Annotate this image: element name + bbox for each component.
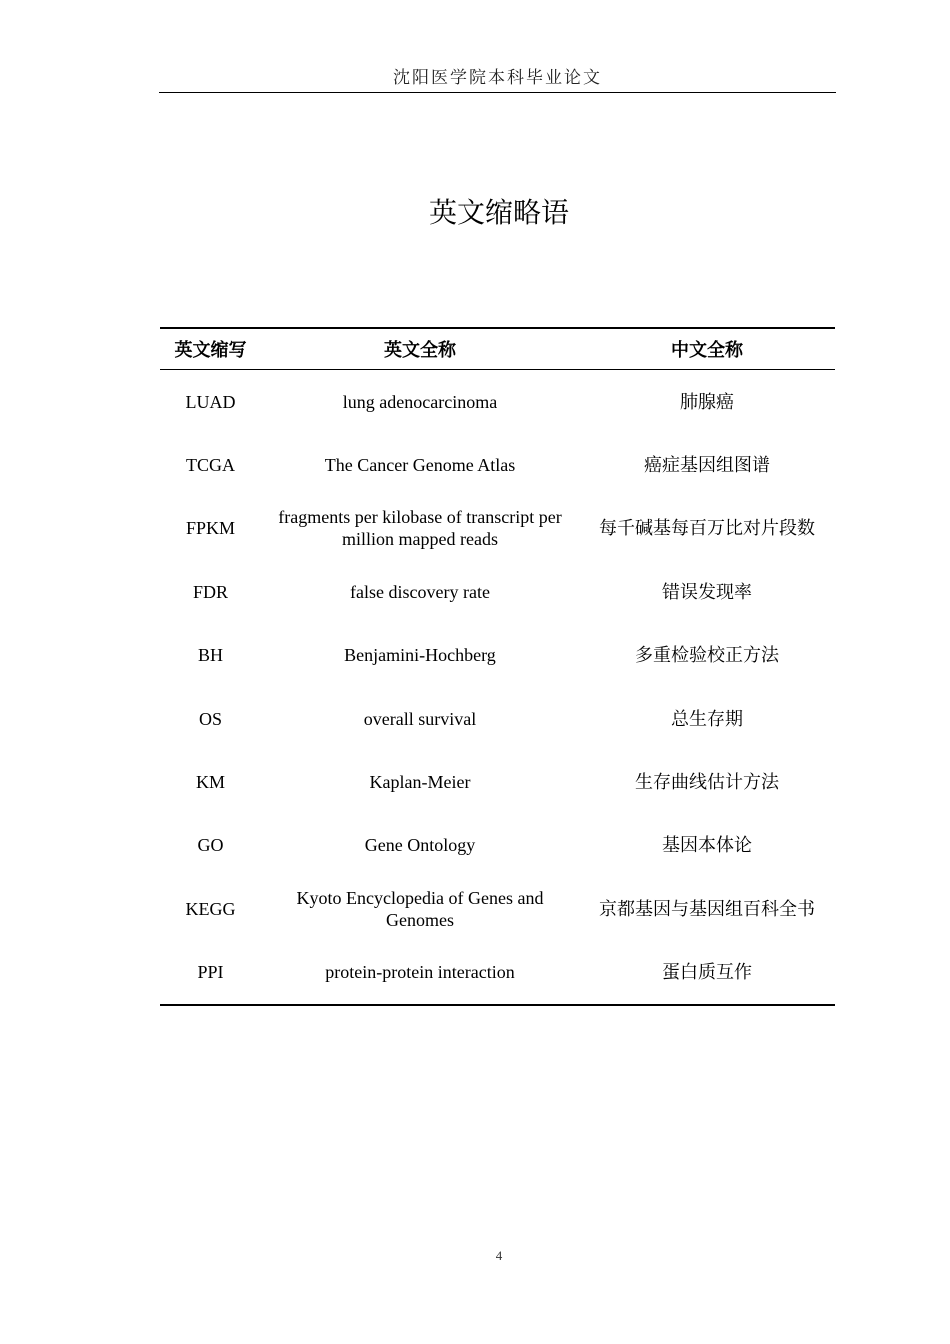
table-row: [160, 687, 835, 750]
table-row: [160, 941, 835, 1005]
cell-chinese-full-name: 总生存期: [671, 708, 743, 729]
column-header-english-full-name: 英文全称: [384, 340, 456, 360]
page-header: 沈阳医学院本科毕业论文: [159, 64, 836, 93]
cell-abbreviation: FDR: [192, 581, 228, 602]
cell-abbreviation: PPI: [197, 962, 224, 983]
cell-english-full-name: Kaplan-Meier: [369, 772, 471, 793]
cell-chinese-full-name: 错误发现率: [662, 581, 752, 602]
cell-abbreviation: KM: [195, 772, 225, 793]
table-row: [160, 624, 835, 687]
cell-english-full-name: lung adenocarcinoma: [342, 391, 498, 412]
column-header-chinese-full-name: 中文全称: [671, 340, 743, 360]
table-row: [160, 370, 835, 434]
table-row: [160, 497, 835, 560]
cell-abbreviation: BH: [197, 645, 223, 666]
table-row: [160, 433, 835, 496]
cell-english-full-name: protein-protein interaction: [325, 962, 515, 983]
cell-chinese-full-name: 京都基因与基因组百科全书: [599, 898, 815, 919]
cell-abbreviation: KEGG: [185, 898, 236, 919]
cell-abbreviation: OS: [198, 708, 222, 729]
table-row: [160, 560, 835, 623]
cell-chinese-full-name: 多重检验校正方法: [635, 645, 779, 666]
cell-english-full-name: Kyoto Encyclopedia of Genes and Genomes: [296, 887, 544, 930]
cell-abbreviation: LUAD: [185, 391, 236, 412]
cell-abbreviation: TCGA: [186, 455, 235, 476]
abbreviation-table: [160, 327, 835, 1006]
cell-english-full-name: The Cancer Genome Atlas: [324, 455, 516, 476]
cell-chinese-full-name: 生存曲线估计方法: [635, 772, 779, 793]
cell-abbreviation: FPKM: [185, 518, 236, 539]
cell-english-full-name: Benjamini-Hochberg: [344, 645, 496, 666]
cell-chinese-full-name: 癌症基因组图谱: [644, 455, 770, 476]
cell-chinese-full-name: 肺腺癌: [680, 391, 734, 412]
table-header-row: [160, 328, 835, 370]
cell-english-full-name: fragments per kilobase of transcript per million mapped reads: [278, 507, 562, 550]
cell-chinese-full-name: 蛋白质互作: [662, 962, 752, 983]
cell-abbreviation: GO: [197, 835, 224, 856]
cell-english-full-name: overall survival: [363, 708, 477, 729]
table-row: [160, 814, 835, 877]
table-row: [160, 877, 835, 940]
column-header-abbreviation: 英文缩写: [174, 340, 247, 360]
page-title: 英文缩略语: [428, 198, 569, 229]
table-row: [160, 750, 835, 813]
cell-english-full-name: Gene Ontology: [364, 835, 476, 856]
cell-chinese-full-name: 基因本体论: [662, 835, 752, 856]
page-number: 4: [495, 1248, 503, 1263]
cell-english-full-name: false discovery rate: [350, 581, 490, 602]
cell-chinese-full-name: 每千碱基每百万比对片段数: [599, 518, 815, 539]
